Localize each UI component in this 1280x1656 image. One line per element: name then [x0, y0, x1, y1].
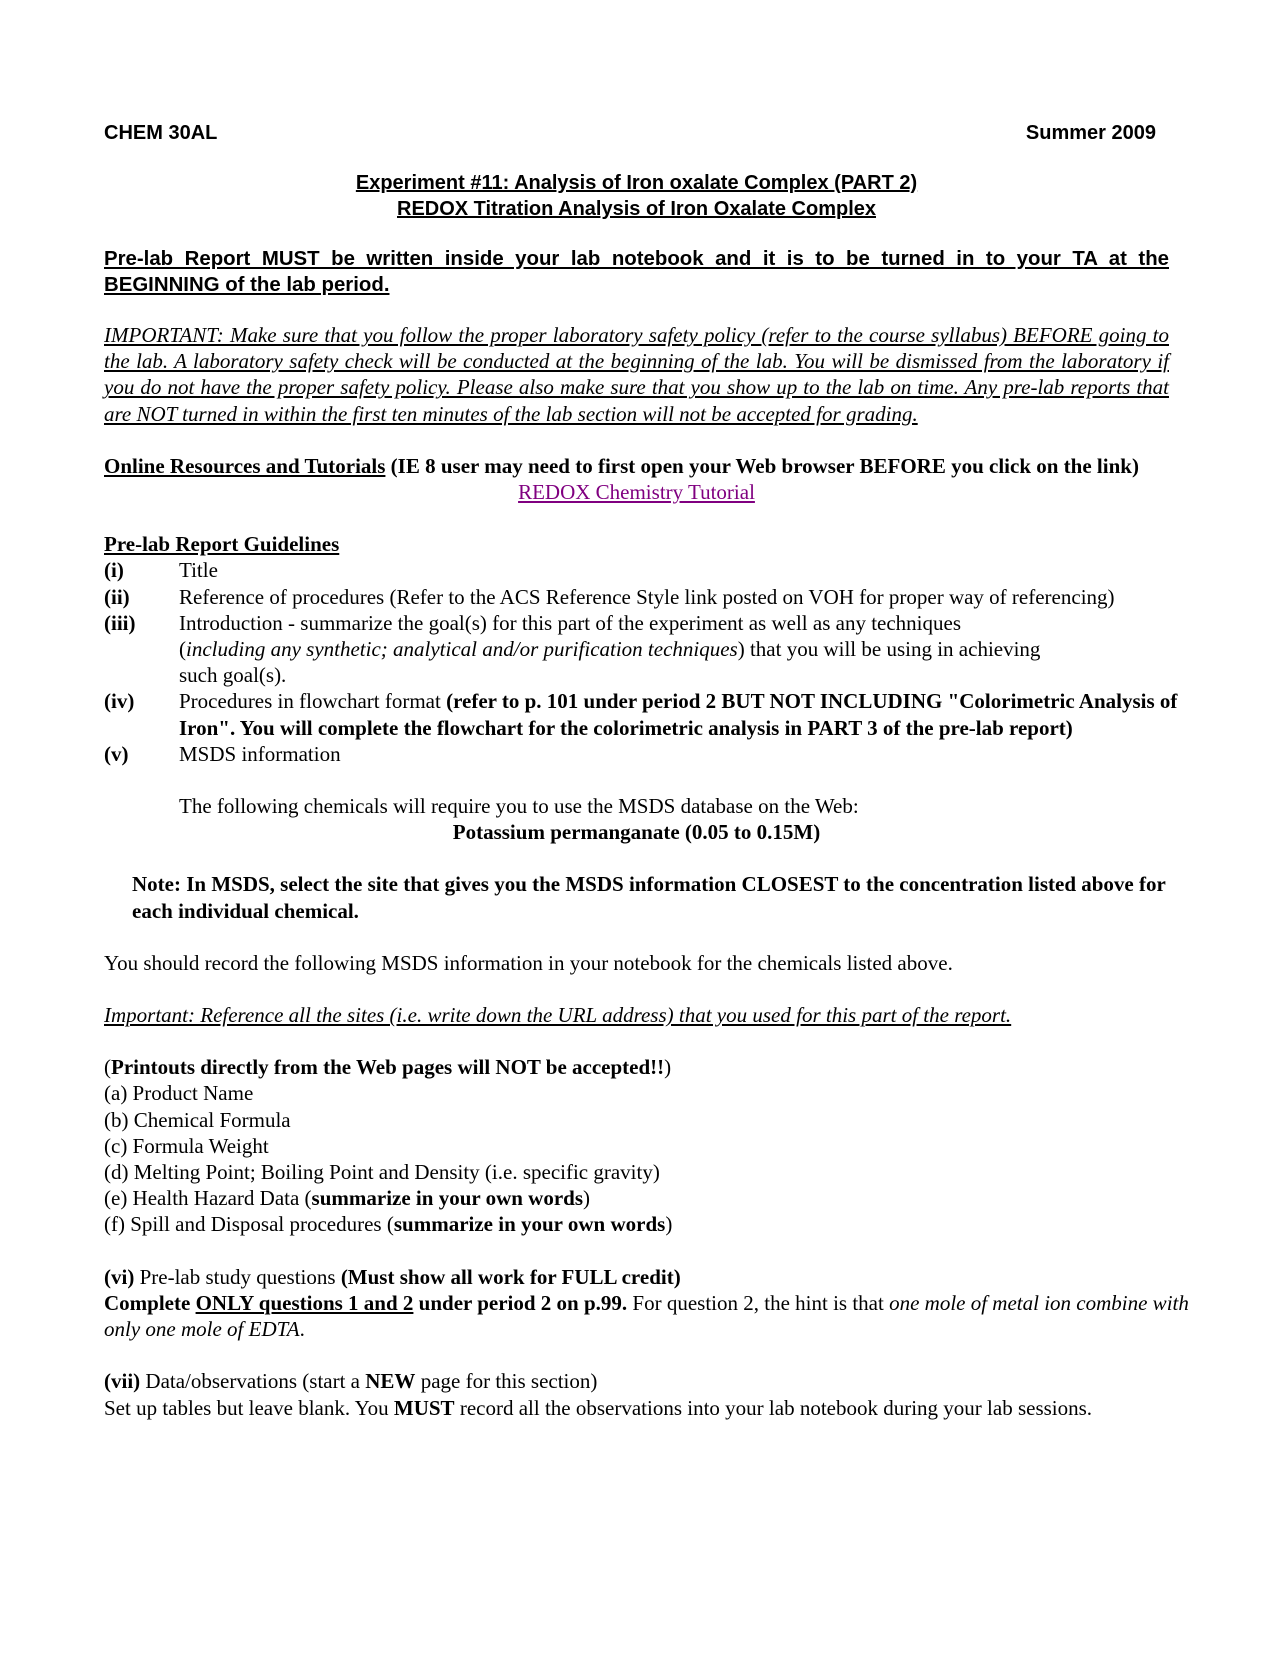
intro-line-b-end: ) that you will be using in achieving: [737, 637, 1041, 662]
vi-complete: Complete: [104, 1290, 196, 1315]
guideline-number: (iv): [104, 689, 135, 714]
msds-chemical: Potassium permanganate (0.05 to 0.15M): [452, 820, 821, 845]
paren-open: (: [104, 1055, 111, 1080]
guideline-number: (ii): [104, 584, 130, 609]
guideline-text: [179, 610, 1204, 689]
guideline-number: (v): [104, 741, 129, 766]
guideline-number: (iii): [104, 610, 136, 635]
tutorial-link-line: [104, 479, 1169, 505]
vi-hint-italic: one mole of metal ion combine with only one mole of EDTA: [104, 1290, 1189, 1342]
guideline-text: MSDS information: [179, 741, 341, 766]
guideline-item: [104, 584, 1204, 610]
vii-text: Data/observations (start a: [140, 1369, 366, 1394]
vii-new: NEW: [365, 1369, 416, 1394]
vii-text-end: page for this section): [415, 1369, 598, 1394]
flowchart-plain: Procedures in flowchart format: [179, 689, 447, 714]
online-resources: [104, 453, 1214, 479]
printouts-warning: [104, 1054, 1214, 1080]
guideline-item: [104, 741, 1204, 767]
section-vii: [104, 1368, 1214, 1420]
list-item: (d) Melting Point; Boiling Point and Density (i.e. specific gravity): [104, 1160, 660, 1185]
document-page: [104, 120, 1214, 1421]
vi-period: under period 2 on p.99.: [413, 1290, 628, 1315]
section-vi: [104, 1264, 1214, 1343]
vii-must: MUST: [393, 1395, 455, 1420]
guideline-text: Reference of procedures (Refer to the ACS Reference Style link posted on VOH for proper way of referencing): [179, 584, 1115, 609]
list-item: [104, 1211, 1214, 1237]
list-item-bold: summarize in your own words: [311, 1186, 583, 1211]
document-header: [104, 120, 1156, 146]
list-item: (b) Chemical Formula: [104, 1107, 291, 1132]
vi-end: .: [299, 1317, 305, 1342]
guideline-number: (i): [104, 558, 124, 583]
intro-line-c: such goal(s).: [179, 663, 287, 688]
term: Summer 2009: [1025, 122, 1156, 144]
list-item: (a) Product Name: [104, 1081, 254, 1106]
vii-setup-text: Set up tables but leave blank. You: [104, 1395, 394, 1420]
course-code: CHEM 30AL: [104, 122, 218, 144]
title-line-1: Experiment #11: Analysis of Iron oxalate Complex (PART 2): [355, 172, 918, 194]
guideline-item: [104, 557, 1204, 583]
msds-intro: The following chemicals will require you to use the MSDS database on the Web:: [179, 794, 859, 819]
list-item-text: (f) Spill and Disposal procedures (: [104, 1212, 394, 1237]
printouts-bold: Printouts directly from the Web pages will NOT be accepted!!: [111, 1055, 665, 1080]
intro-techniques-italic: including any synthetic; analytical and/or purification techniques: [186, 637, 738, 662]
vi-heading-line: [104, 1264, 1214, 1290]
vii-setup-end: record all the observations into your lab notebook during your lab sessions.: [454, 1395, 1093, 1420]
list-item: (c) Formula Weight: [104, 1133, 269, 1158]
guidelines-section: [104, 531, 1214, 767]
vi-questions-underlined: ONLY questions 1 and 2: [195, 1290, 414, 1315]
intro-line-a: Introduction - summarize the goal(s) for this part of the experiment as well as any techniques: [179, 610, 962, 635]
vii-setup: [104, 1395, 1214, 1421]
list-item-close: ): [583, 1186, 590, 1211]
vi-text: Pre-lab study questions: [134, 1264, 341, 1289]
guideline-item: [104, 610, 1204, 689]
experiment-title: [104, 170, 1169, 222]
flowchart-bold: (refer to p. 101 under period 2 BUT NOT INCLUDING "Colorimetric Analysis of Iron". You will complete the flowchart for the colorimetric analysis in PART 3 of the pre-lab report): [179, 689, 1178, 740]
vi-instructions: [104, 1290, 1214, 1342]
msds-important: Important: Reference all the sites (i.e. write down the URL address) that you used for this part of the report.: [104, 1003, 1012, 1028]
vii-heading-line: [104, 1368, 1214, 1394]
online-resources-heading: Online Resources and Tutorials: [104, 453, 386, 478]
list-item-bold: summarize in your own words: [393, 1212, 666, 1237]
guideline-text: Title: [179, 558, 218, 583]
paren-close: ): [664, 1055, 672, 1080]
vi-number: (vi): [104, 1264, 135, 1289]
vii-number: (vii): [104, 1369, 141, 1394]
list-item: [104, 1185, 1214, 1211]
prelab-notice: Pre-lab Report MUST be written inside your lab notebook and it is to be turned in to your TA at the BEGINNING of the lab period.: [104, 248, 1169, 296]
guidelines-heading: Pre-lab Report Guidelines: [104, 532, 340, 557]
guideline-item: [104, 688, 1204, 740]
vi-bold: (Must show all work for FULL credit): [340, 1264, 681, 1289]
list-item-close: ): [665, 1212, 673, 1237]
title-line-2: REDOX Titration Analysis of Iron Oxalate Complex: [397, 198, 876, 220]
guideline-text: [179, 688, 1204, 740]
list-item-text: (e) Health Hazard Data (: [104, 1186, 312, 1211]
msds-note: Note: In MSDS, select the site that gives you the MSDS information CLOSEST to the concentration listed above for each individual chemical.: [132, 872, 1166, 923]
safety-important-paragraph: IMPORTANT: Make sure that you follow the proper laboratory safety policy (refer to the course syllabus) BEFORE going to the lab. A laboratory safety check will be conducted at the beginning of the lab. You will be dismissed from the laboratory if you do not have the proper safety policy. Please also make sure that you show up to the lab on time. Any pre-lab reports that are NOT turned in within the first ten minutes of the lab section will not be accepted for grading.: [104, 323, 1169, 426]
vi-hint-plain: For question 2, the hint is that: [627, 1290, 890, 1315]
online-resources-note: (IE 8 user may need to first open your Web browser BEFORE you click on the link): [385, 453, 1139, 478]
redox-tutorial-link[interactable]: REDOX Chemistry Tutorial: [518, 480, 755, 505]
intro-paren-open: (: [179, 637, 186, 662]
msds-list: [104, 1054, 1214, 1237]
msds-record: You should record the following MSDS information in your notebook for the chemicals listed above.: [104, 950, 953, 975]
